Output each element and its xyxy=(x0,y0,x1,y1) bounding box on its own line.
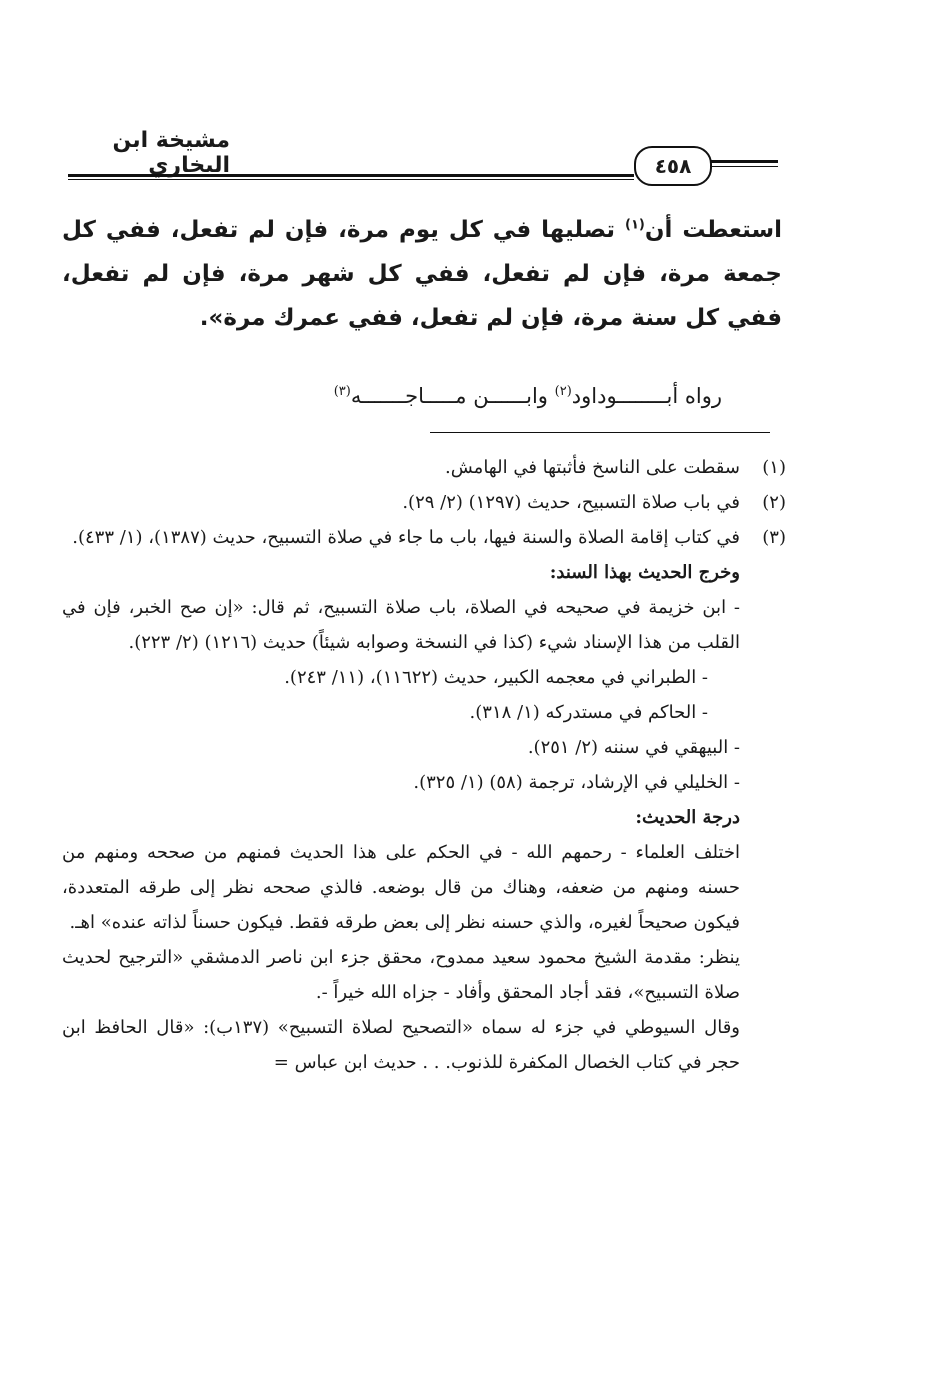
hadith-text-rest: تصليها في كل يوم مرة، فإن لم تفعل، ففي كل جمعة مرة، فإن لم تفعل، ففي كل شهر مرة، فإن لم تفعل، ففي كل سنة مرة، فإن لم تفعل، ففي عمرك مرة». xyxy=(62,217,782,331)
takhrij-item: - ابن خزيمة في صحيحه في الصلاة، باب صلاة التسبيح، ثم قال: «إن صح الخبر، فإن في القلب من هذا الإسناد شيء (كذا في النسخة وصوابه شيئاً) حديث (١٢١٦) (٢/ ٢٢٣). xyxy=(62,597,740,653)
footnotes-section xyxy=(62,450,792,1080)
takhrij-heading: وخرج الحديث بهذا السند: xyxy=(549,562,740,583)
hadith-text-start: استعطت أن xyxy=(644,217,782,243)
footnote-text: في باب صلاة التسبيح، حديث (١٢٩٧) (٢/ ٢٩). xyxy=(402,492,740,513)
footnote-text: سقطت على الناسخ فأثبتها في الهامش. xyxy=(445,457,740,478)
narration-ibnmajah: وابــــــن مـــــاجـــــــه xyxy=(350,384,555,408)
footnote-number: (٣) xyxy=(762,527,786,548)
takhrij-item: - الخليلي في الإرشاد، ترجمة (٥٨) (١/ ٣٢٥). xyxy=(413,772,740,793)
footnote-ref-1[interactable]: (١) xyxy=(625,217,645,233)
footnote-text: في كتاب إقامة الصلاة والسنة فيها، باب ما جاء في صلاة التسبيح، حديث (١٣٨٧)، (١/ ٤٣٣). xyxy=(72,527,740,548)
grade-heading: درجة الحديث: xyxy=(635,807,740,828)
running-title: مشيخة ابن البخاري xyxy=(112,128,230,178)
footnote-number: (٢) xyxy=(762,492,786,513)
footnote-2 xyxy=(62,485,792,520)
footnote-ref-2[interactable]: (٢) xyxy=(554,384,572,399)
takhrij-item: - البيهقي في سننه (٢/ ٢٥١). xyxy=(527,737,740,758)
footnote-number: (١) xyxy=(762,457,786,478)
takhrij-item: - الطبراني في معجمه الكبير، حديث (١١٦٢٢)، (١١/ ٢٤٣). xyxy=(284,667,708,688)
page-number: ٤٥٨ xyxy=(634,146,712,186)
footnote-3 xyxy=(62,520,792,555)
suyuti-paragraph: وقال السيوطي في جزء له سماه «التصحيح لصلاة التسبيح» (١٣٧ب): «قال الحافظ ابن حجر في كتاب الخصال المكفرة للذنوب. . . حديث ابن عباس = xyxy=(62,1017,740,1073)
reference-paragraph: ينظر: مقدمة الشيخ محمود سعيد ممدوح، محقق جزء ابن ناصر الدمشقي «الترجيح لحديث صلاة التسبيح»، فقد أجاد المحقق وأفاد - جزاه الله خيراً -. xyxy=(62,947,740,1003)
header-rule-right xyxy=(708,160,778,163)
header-rule xyxy=(68,174,634,177)
takhrij-item: - الحاكم في مستدركه (١/ ٣١٨). xyxy=(469,702,708,723)
narration-line xyxy=(62,378,722,414)
grade-paragraph: اختلف العلماء - رحمهم الله - في الحكم على هذا الحديث فمنهم من صححه ومنهم من حسنه ومنهم من ضعفه، وهناك من قال بوضعه. فالذي صححه نظر إلى طرقه المتعددة، فيكون صحيحاً لغيره، والذي حسنه نظر إلى بعض طرقه فقط. فيكون حسناً لذاته عنده» اهـ. xyxy=(62,842,740,933)
header-rule-right-thin xyxy=(708,166,778,167)
header-rule-thin xyxy=(68,179,634,180)
narration-abudawud: رواه أبــــــــوداود xyxy=(571,384,722,408)
footnote-ref-3[interactable]: (٣) xyxy=(333,384,351,399)
footnote-separator xyxy=(430,432,770,433)
footnote-1 xyxy=(62,450,792,485)
hadith-text xyxy=(62,208,782,340)
